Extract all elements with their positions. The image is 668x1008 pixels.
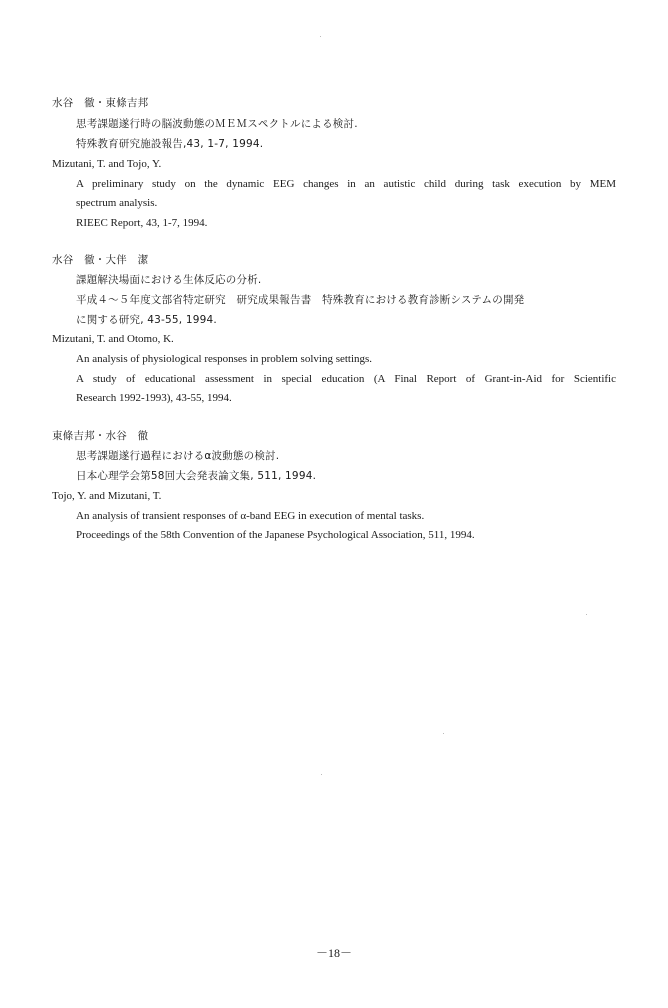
entry-1-en-authors: Mizutani, T. and Tojo, Y. <box>52 158 162 170</box>
scan-speck <box>321 774 322 775</box>
entry-2-en-title: An analysis of physiological responses in problem solving settings. <box>76 353 373 365</box>
entry-2-jp-source-line2: に関する研究, 43-55, 1994. <box>76 314 217 326</box>
entry-1-en-title-line2: spectrum analysis. <box>76 197 158 209</box>
scan-speck <box>443 733 444 734</box>
entry-1-en-title-line1: A preliminary study on the dynamic EEG changes in an autistic child during task execution by MEM <box>76 178 616 190</box>
entry-3-en-source: Proceedings of the 58th Convention of the Japanese Psychological Association, 511, 1994. <box>76 529 475 541</box>
entry-1-en-source: RIEEC Report, 43, 1-7, 1994. <box>76 217 208 229</box>
entry-3-jp-source: 日本心理学会第58回大会発表論文集, 511, 1994. <box>76 470 317 482</box>
entry-3-jp-authors: 東條吉邦・水谷 徹 <box>52 430 149 442</box>
scan-speck <box>586 614 587 615</box>
entry-2-jp-source-line1: 平成４～５年度文部省特定研究 研究成果報告書 特殊教育における教育診断システムの開発 <box>76 294 525 306</box>
entry-1-jp-title: 思考課題遂行時の脳波動態のＭＥＭスペクトルによる検討. <box>76 118 358 130</box>
entry-2-jp-authors: 水谷 徹・大伴 潔 <box>52 254 149 266</box>
entry-3-en-title: An analysis of transient responses of α-band EEG in execution of mental tasks. <box>76 510 425 522</box>
entry-2-jp-title: 課題解決場面における生体反応の分析. <box>76 274 262 286</box>
entry-2-en-source-line2: Research 1992-1993), 43-55, 1994. <box>76 392 232 404</box>
entry-1-jp-source: 特殊教育研究施設報告,43, 1-7, 1994. <box>76 138 264 150</box>
entry-1-jp-authors: 水谷 徹・東條吉邦 <box>52 97 149 109</box>
entry-2-en-authors: Mizutani, T. and Otomo, K. <box>52 333 174 345</box>
entry-3-jp-title: 思考課題遂行過程におけるα波動態の検討. <box>76 450 280 462</box>
scan-speck <box>320 36 321 37</box>
entry-3-en-authors: Tojo, Y. and Mizutani, T. <box>52 490 162 502</box>
entry-2-en-source-line1: A study of educational assessment in special education (A Final Report of Grant-in-Aid for Scientific <box>76 373 616 385</box>
page-number: －18－ <box>315 946 352 960</box>
